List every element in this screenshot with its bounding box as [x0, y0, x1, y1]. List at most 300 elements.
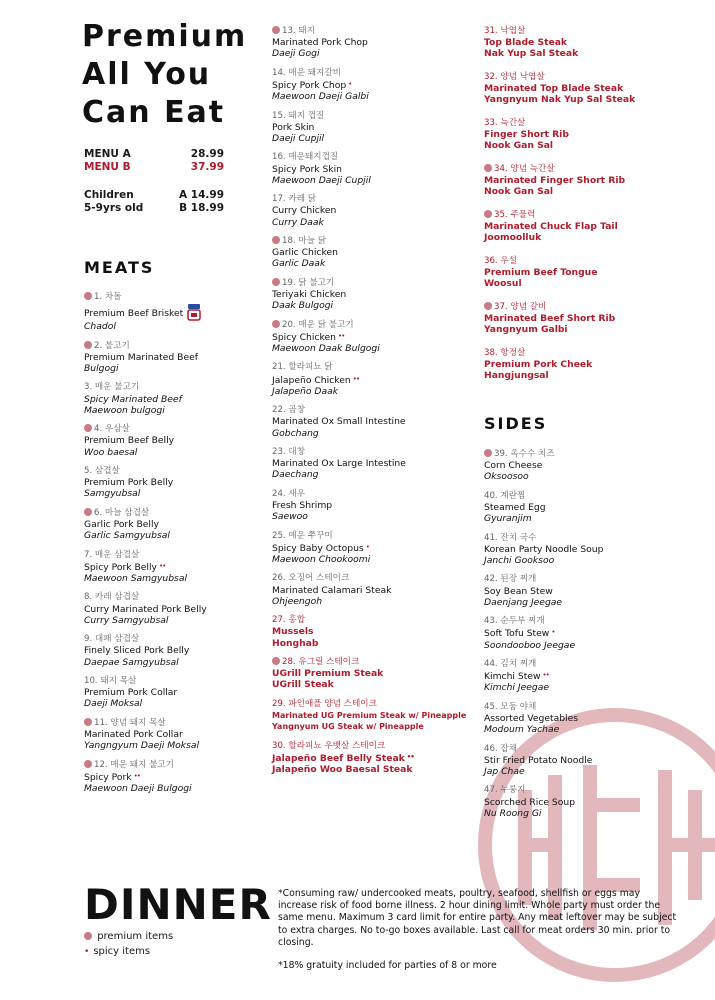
item-english-text: Marinated UG Premium Steak w/ Pineapple [272, 710, 467, 720]
item-english-name [84, 352, 259, 363]
premium-dot-icon [272, 26, 280, 34]
item-romanized-name: Gyuranjim [484, 513, 532, 525]
title-line-1: Premium [82, 19, 248, 54]
children-price-a: A 14.99 [179, 189, 224, 201]
item-korean-name [272, 447, 472, 458]
item-romanized-name: Saewoo [272, 511, 308, 523]
menu-item [84, 634, 259, 668]
menu-item [272, 531, 472, 566]
menu-item [484, 210, 684, 244]
item-english-text: Spicy Pork Chop [272, 80, 347, 91]
item-romanized-name: Nu Roong Gi [484, 807, 542, 819]
item-korean-name [272, 194, 472, 205]
item-korean-name [272, 278, 472, 289]
item-english-text: Mussels [272, 626, 314, 638]
premium-dot-icon [84, 508, 92, 516]
item-korean-name [272, 615, 472, 626]
item-korean-name [272, 657, 472, 668]
item-romanized-name: Daenjang Jeegae [484, 596, 563, 608]
item-english-text: Premium Pork Belly [84, 477, 174, 489]
item-korean-text: 2. 불고기 [94, 340, 130, 351]
spicy-icon: • [348, 80, 352, 88]
menu-item [272, 657, 472, 691]
item-korean-text: 26. 오징어 스테이크 [272, 573, 350, 584]
item-romanized-name: UGrill Steak [272, 679, 334, 691]
premium-dot-icon [484, 302, 492, 310]
item-english-text: Marinated Calamari Steak [272, 584, 392, 596]
meats-column-1 [84, 292, 259, 802]
menu-item [484, 26, 684, 60]
menu-item [272, 194, 472, 228]
menu-item [484, 491, 684, 525]
item-english-name [484, 502, 684, 513]
item-korean-text: 43. 순두부 찌개 [484, 616, 545, 627]
menu-item [272, 447, 472, 481]
menu-a-row [84, 148, 224, 161]
menu-item [84, 341, 259, 375]
item-korean-name [272, 362, 472, 373]
sides-column [484, 449, 684, 827]
premium-dot-icon [84, 424, 92, 432]
item-english-text: UGrill Premium Steak [272, 668, 384, 680]
legend [84, 929, 173, 960]
menu-item [272, 68, 472, 103]
item-english-text: Finger Short Rib [484, 129, 569, 141]
item-korean-text: 12. 매운 돼지 불고기 [94, 759, 174, 770]
item-english-text: Premium Beef Tongue [484, 267, 598, 279]
item-english-text: Fresh Shrimp [272, 499, 333, 511]
item-korean-name [272, 699, 472, 710]
item-romanized-name: Curry Samgyubsal [84, 614, 169, 626]
premium-dot-icon [84, 292, 92, 300]
item-korean-name [272, 573, 472, 584]
item-english-text: Steamed Egg [484, 502, 546, 513]
item-english-text: Spicy Marinated Beef [84, 393, 182, 405]
premium-dot-icon [484, 449, 492, 457]
item-korean-text: 39. 옥수수 치즈 [494, 449, 555, 459]
item-romanized-name: Samgyubsal [84, 488, 141, 500]
item-english-text: Assorted Vegetables [484, 712, 579, 724]
item-romanized-name: Yangnyum Nak Yup Sal Steak [484, 94, 636, 106]
item-english-text: Marinated Ox Large Intestine [272, 458, 406, 470]
spicy-icon: •• [352, 374, 359, 383]
item-english-text: Garlic Pork Belly [84, 518, 159, 530]
item-korean-name [484, 210, 684, 221]
item-english-name [84, 687, 259, 698]
item-english-name [484, 460, 684, 471]
item-korean-text: 8. 카레 삼겹살 [84, 592, 140, 603]
item-romanized-name: Woo baesal [84, 446, 138, 458]
consumption-note: *Consuming raw/ undercooked meats, poultry, seafood, shellfish or eggs may increase risk of food borne illness. 2 hour dining limit. Whole party must order the same menu. Maximum 3 card limit for entire party. Any meat leftover may be subject to extra charges. No to-go boxes available. Last call for meat orders 30 min. prior to closing. [278, 888, 677, 948]
item-korean-name [272, 489, 472, 500]
item-english-text: Premium Pork Cheek [484, 359, 593, 371]
item-english-name [272, 458, 472, 469]
item-korean-text: 22. 곱창 [272, 405, 306, 416]
item-korean-text: 35. 주물럭 [494, 210, 536, 220]
menu-item [484, 744, 684, 778]
meats-heading: MEATS [84, 258, 155, 277]
item-korean-text: 45. 모둠 야채 [484, 701, 537, 712]
item-korean-text: 9. 대패 삼겹살 [84, 634, 140, 645]
item-english-text: Finely Sliced Pork Belly [84, 645, 190, 657]
spicy-icon: •• [133, 771, 140, 780]
item-english-text: Premium Marinated Beef [84, 351, 198, 363]
item-korean-text: 21. 할라피뇨 닭 [272, 362, 333, 373]
menu-item [484, 574, 684, 608]
legend-spicy: • spicy items [84, 946, 151, 957]
item-korean-name [484, 72, 684, 83]
item-korean-name [484, 491, 684, 502]
menu-item [484, 659, 684, 694]
item-korean-text: 28. 유그릴 스테이크 [282, 656, 360, 667]
legend-premium: premium items [84, 929, 173, 944]
gratuity-note: *18% gratuity included for parties of 8 or more [278, 960, 497, 972]
item-english-text: Premium Beef Belly [84, 435, 175, 447]
item-english-text: Korean Party Noodle Soup [484, 543, 604, 555]
item-korean-text: 10. 돼지 목살 [84, 675, 137, 686]
menu-item [272, 362, 472, 397]
item-korean-name [484, 533, 684, 544]
item-korean-text: 3. 매운 불고기 [84, 382, 140, 393]
meats-column-2 [272, 26, 472, 783]
premium-dot-icon [272, 236, 280, 244]
menu-item [272, 573, 472, 607]
item-english-name [84, 519, 259, 530]
menu-item [484, 164, 684, 198]
spicy-icon: • [365, 542, 369, 551]
item-korean-text: 11. 양념 돼지 목살 [94, 717, 166, 728]
spicy-dot-icon: • [84, 947, 90, 957]
item-korean-name [84, 634, 259, 645]
item-korean-text: 40. 계란찜 [484, 490, 526, 501]
item-romanized-name: Maewoon Chookoomi [272, 553, 371, 565]
item-english-text: Teriyaki Chicken [272, 288, 347, 300]
item-english-name [272, 331, 472, 343]
item-romanized-name: Nook Gan Sal [484, 186, 554, 198]
item-english-name [272, 668, 472, 679]
children-pricing [84, 189, 224, 215]
item-english-name [84, 394, 259, 405]
menu-b-price: 37.99 [190, 161, 224, 173]
item-korean-text: 34. 양념 늑간살 [494, 164, 555, 174]
item-korean-name [484, 574, 684, 585]
item-english-name [84, 645, 259, 656]
item-english-name [484, 627, 684, 639]
premium-dot-icon [84, 341, 92, 349]
menu-b-label: MENU B [84, 161, 131, 173]
item-english-name [272, 710, 472, 721]
item-romanized-name: Nak Yup Sal Steak [484, 48, 579, 60]
children-label: Children [84, 189, 134, 201]
item-korean-name [484, 348, 684, 359]
item-english-text: Soft Tofu Stew [484, 628, 550, 640]
item-english-name [484, 586, 684, 597]
item-korean-text: 37. 양념 갈비 [494, 302, 547, 312]
item-korean-name [484, 659, 684, 670]
item-english-name [272, 205, 472, 216]
item-romanized-name: Jalapeño Woo Baesal Steak [272, 763, 413, 775]
premium-dot-icon [84, 760, 92, 768]
item-korean-name [484, 26, 684, 37]
item-english-name [484, 267, 684, 278]
menu-item [272, 405, 472, 439]
premium-dot-icon [272, 657, 280, 665]
premium-dot-icon [84, 718, 92, 726]
menu-item [272, 111, 472, 145]
item-english-text: Marinated Finger Short Rib [484, 175, 626, 187]
item-english-name [484, 83, 684, 94]
item-korean-text: 14. 매운 돼지갈비 [272, 67, 341, 78]
item-korean-text: 6. 마늘 삼겹살 [94, 507, 150, 518]
item-english-name [84, 771, 259, 783]
item-romanized-name: Modoum Yachae [484, 724, 560, 736]
item-english-text: Pork Skin [272, 121, 315, 133]
spicy-icon: • [551, 628, 555, 637]
menu-item [272, 236, 472, 270]
menu-item [484, 256, 684, 290]
item-romanized-name: Daeji Cupjil [272, 133, 325, 144]
menu-item [84, 466, 259, 500]
item-korean-text: 5. 삼겹살 [84, 465, 120, 476]
item-english-text: Corn Cheese [484, 460, 543, 472]
item-english-name [84, 435, 259, 446]
item-romanized-name: Maewoon Daeji Galbi [272, 91, 369, 103]
item-korean-text: 44. 김치 찌개 [484, 658, 537, 669]
item-korean-text: 24. 새우 [272, 488, 306, 499]
item-english-name [484, 797, 684, 808]
item-korean-name [272, 68, 472, 79]
item-korean-name [484, 702, 684, 713]
menu-item [272, 278, 472, 312]
item-english-name [84, 561, 259, 573]
item-korean-text: 27. 홍합 [272, 615, 306, 626]
item-english-text: Premium Beef Brisket [84, 308, 184, 320]
item-english-name [84, 729, 259, 740]
menu-b-row [84, 161, 224, 174]
item-english-name [484, 670, 684, 682]
item-korean-name [484, 449, 684, 460]
title-line-2: All You [82, 57, 212, 92]
item-korean-text: 19. 닭 불고기 [282, 277, 335, 288]
item-romanized-name: Ohjeengoh [272, 595, 323, 607]
item-korean-name [484, 744, 684, 755]
item-korean-text: 33. 늑간살 [484, 118, 526, 128]
item-romanized-name: Daeji Gogi [272, 48, 320, 60]
item-english-text: Spicy Chicken [272, 331, 336, 343]
menu-item [484, 118, 684, 152]
item-romanized-name: Yangnyum UG Steak w/ Pineapple [272, 722, 424, 732]
item-english-name [84, 303, 259, 321]
item-romanized-name: Janchi Gooksoo [484, 555, 555, 566]
item-english-name [484, 221, 684, 232]
item-korean-name [484, 164, 684, 175]
spicy-icon: •• [406, 752, 414, 761]
item-english-text: Spicy Pork Skin [272, 163, 343, 175]
menu-item [84, 508, 259, 542]
premium-dot-icon [272, 278, 280, 286]
dinner-heading: DINNER [84, 880, 272, 929]
item-korean-text: 31. 낙엽살 [484, 26, 526, 36]
notes [278, 888, 678, 983]
item-korean-name [272, 111, 472, 122]
item-korean-text: 16. 매운돼지껍질 [272, 152, 339, 163]
item-korean-text: 7. 매운 삼겹살 [84, 549, 140, 560]
item-romanized-name: Maewoon Daeji Bulgogi [84, 782, 192, 794]
item-korean-name [84, 424, 259, 435]
item-korean-name [272, 531, 472, 542]
menu-item [272, 26, 472, 60]
item-english-name [484, 755, 684, 766]
item-korean-text: 25. 매운 쭈꾸미 [272, 530, 333, 541]
item-english-name [272, 374, 472, 386]
item-korean-text: 20. 매운 닭 불고기 [282, 319, 354, 330]
item-korean-name [84, 592, 259, 603]
item-english-text: Marinated Pork Collar [84, 728, 183, 740]
item-english-name [272, 416, 472, 427]
item-romanized-name: Daeji Moksal [84, 698, 143, 710]
menu-item [484, 702, 684, 736]
item-english-text: Jalapeño Chicken [272, 374, 351, 386]
item-romanized-name: Chadol [84, 321, 116, 333]
beef-badge-icon [187, 303, 201, 321]
item-korean-name [84, 718, 259, 729]
item-korean-text: 23. 대창 [272, 446, 306, 457]
item-english-text: Top Blade Steak [484, 37, 568, 49]
item-english-name [484, 129, 684, 140]
item-romanized-name: Curry Daak [272, 216, 324, 228]
item-romanized-name: Garlic Samgyubsal [84, 530, 170, 542]
sides-heading: SIDES [484, 414, 548, 433]
item-english-name [484, 713, 684, 724]
premium-dot-icon [84, 932, 92, 940]
menu-item [484, 785, 684, 819]
item-english-text: Spicy Pork Belly [84, 561, 157, 573]
menu-item [84, 718, 259, 752]
item-korean-text: 32. 양념 낙엽살 [484, 72, 545, 82]
menu-item [272, 615, 472, 649]
menu-item [484, 302, 684, 336]
item-korean-name [84, 508, 259, 519]
item-english-text: Garlic Chicken [272, 247, 338, 259]
item-english-name [84, 477, 259, 488]
item-english-text: Spicy Baby Octopus [272, 542, 364, 554]
item-english-text: Spicy Pork [84, 771, 132, 783]
item-english-text: Marinated Beef Short Rib [484, 313, 616, 325]
menu-item [84, 760, 259, 795]
menu-item [484, 449, 684, 483]
item-english-name [272, 542, 472, 554]
item-romanized-name: Nook Gan Sal [484, 140, 554, 152]
premium-dot-icon [272, 320, 280, 328]
item-korean-text: 42. 된장 찌개 [484, 574, 537, 585]
item-english-text: Marinated Ox Small Intestine [272, 416, 406, 428]
menu-item [484, 72, 684, 106]
item-korean-name [84, 466, 259, 477]
menu-item [272, 489, 472, 523]
item-english-name [272, 289, 472, 300]
item-korean-name [84, 676, 259, 687]
menu-item [84, 424, 259, 458]
menu-item [84, 592, 259, 626]
menu-item [84, 676, 259, 710]
item-korean-name [84, 292, 259, 303]
item-romanized-name: Bulgogi [84, 363, 119, 374]
item-romanized-name: Garlic Daak [272, 258, 326, 270]
menu-a-price: 28.99 [190, 148, 224, 160]
spicy-icon: •• [337, 331, 345, 340]
item-english-text: Soy Bean Stew [484, 585, 553, 597]
item-korean-text: 30. 할라피뇨 우뱃살 스테이크 [272, 740, 386, 751]
item-korean-text: 29. 파인애플 양념 스테이크 [272, 698, 377, 709]
item-romanized-name: Honghab [272, 637, 319, 649]
item-english-text: Premium Pork Collar [84, 687, 178, 699]
item-korean-name [272, 741, 472, 752]
item-english-name [484, 313, 684, 324]
item-korean-name [272, 405, 472, 416]
item-korean-name [84, 341, 259, 352]
item-korean-name [84, 382, 259, 393]
item-english-name [484, 175, 684, 186]
menu-item [84, 382, 259, 416]
item-korean-text: 47. 누룽지 [484, 785, 526, 796]
item-english-name [272, 500, 472, 511]
item-korean-name [484, 785, 684, 796]
item-english-text: Scorched Rice Soup [484, 796, 576, 808]
item-romanized-name: Maewoon Daak Bulgogi [272, 342, 380, 354]
item-romanized-name: Jalapeño Daak [272, 385, 339, 397]
menu-item [272, 699, 472, 733]
item-korean-name [484, 302, 684, 313]
item-english-name [484, 544, 684, 555]
menu-item [484, 348, 684, 382]
item-romanized-name: Daepae Samgyubsal [84, 656, 179, 668]
price-table [84, 148, 224, 215]
item-romanized-name: Maewoon Daeji Cupjil [272, 174, 371, 186]
children-age: 5-9yrs old [84, 202, 144, 214]
item-korean-name [272, 320, 472, 331]
item-english-text: Marinated Top Blade Steak [484, 83, 624, 95]
item-korean-name [272, 26, 472, 37]
item-english-name [272, 37, 472, 48]
item-romanized-name: Gobchang [272, 427, 319, 439]
spicy-icon: •• [542, 671, 549, 680]
item-english-text: Stir Fried Potato Noodle [484, 754, 593, 766]
title-line-3: Can Eat [82, 95, 226, 130]
premium-dot-icon [484, 164, 492, 172]
item-romanized-name: Woosul [484, 278, 522, 290]
item-english-name [272, 626, 472, 637]
item-romanized-name: Yangngyum Daeji Moksal [84, 740, 200, 752]
item-korean-text: 17. 카레 닭 [272, 194, 317, 205]
item-romanized-name: Soondooboo Jeegae [484, 639, 576, 651]
menu-item [272, 741, 472, 776]
item-korean-text: 41. 잔치 국수 [484, 532, 537, 543]
meats-column-3 [484, 26, 684, 394]
item-romanized-name: Oksoosoo [484, 471, 529, 483]
menu-title [82, 18, 252, 132]
menu-item [272, 320, 472, 355]
item-korean-name [272, 152, 472, 163]
spicy-icon: •• [158, 561, 166, 570]
item-english-name [484, 359, 684, 370]
menu-item [484, 616, 684, 651]
children-price-b: B 18.99 [179, 202, 224, 214]
item-english-text: Marinated Chuck Flap Tail [484, 221, 618, 233]
item-korean-text: 13. 돼지 [282, 26, 316, 36]
item-korean-name [84, 760, 259, 771]
item-romanized-name: Joomoolluk [484, 232, 542, 244]
item-korean-text: 46. 잡채 [484, 743, 518, 754]
